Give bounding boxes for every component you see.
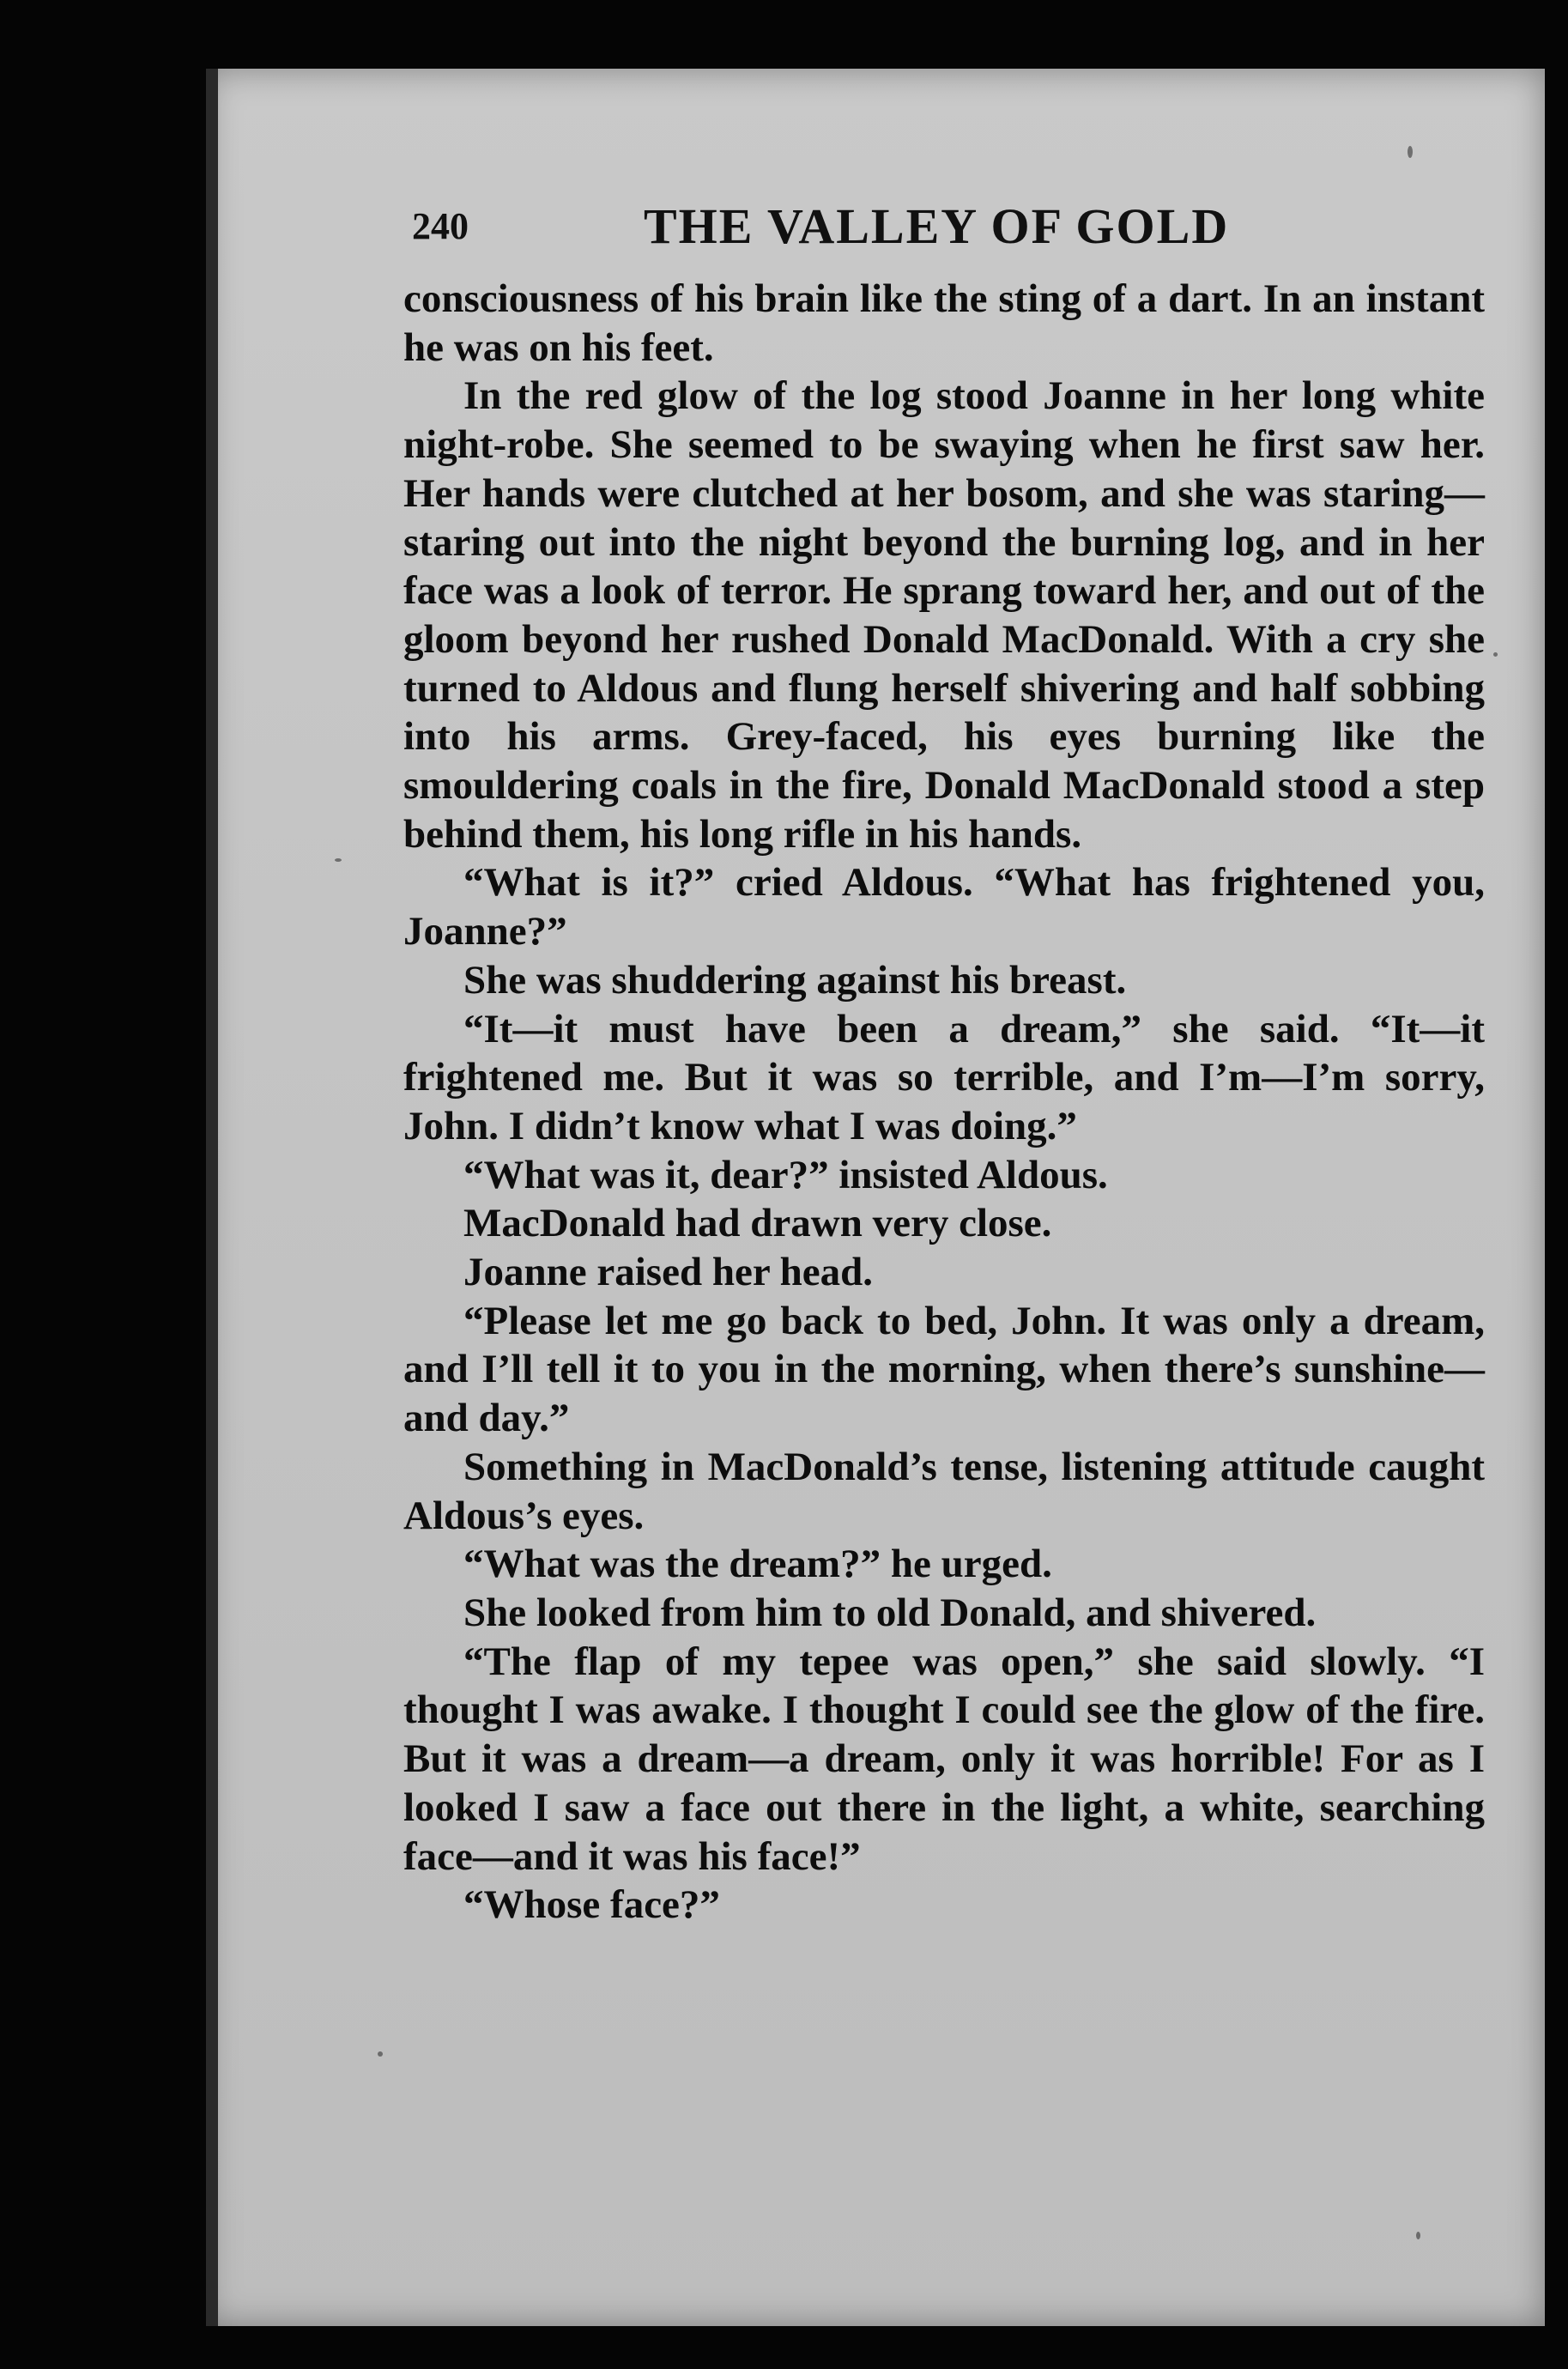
scan-speck <box>335 858 342 862</box>
scan-speck <box>1408 146 1413 158</box>
paragraph: “Whose face?” <box>463 1882 720 1928</box>
paragraph: MacDonald had drawn very close. <box>463 1201 1052 1246</box>
paragraph: “It—it must have been a dream,” she said. “It—it frightened me. But it was so terrible, and I’m—I’m sorry, John. I didn’t know what I was doing.” <box>403 1006 1485 1148</box>
paragraph: “Please let me go back to bed, John. It was only a dream, and I’ll tell it to you in the morning, when there’s sunshine—and day.” <box>403 1298 1485 1441</box>
paragraph: consciousness of his brain like the sting of a dart. In an instant he was on his feet. <box>403 276 1485 370</box>
paragraph: Something in MacDonald’s tense, listening attitude caught Aldous’s eyes. <box>403 1444 1485 1538</box>
page-header <box>412 197 1356 266</box>
paragraph: In the red glow of the log stood Joanne in her long white night-robe. She seemed to be swaying when he first saw her. Her hands were clutched at her bosom, and she was staring—staring out into the night beyond the burning log, and in her face was a look of terror. He sprang toward her, and out of the gloom beyond her rushed Donald MacDonald. With a cry she turned to Aldous and flung herself shivering and half sobbing into his arms. Grey-faced, his eyes burning like the smouldering coals in the fire, Donald MacDonald stood a step behind them, his long rifle in his hands. <box>403 373 1485 857</box>
paragraph: “What is it?” cried Aldous. “What has frightened you, Joanne?” <box>403 860 1485 954</box>
paragraph: “The flap of my tepee was open,” she said slowly. “I thought I was awake. I thought I could see the glow of the fire. But it was a dream—a dream, only it was horrible! For as I looked I saw a face out there in the light, a white, searching face—and it was his face!” <box>403 1639 1485 1879</box>
page-body <box>403 275 1485 1930</box>
paragraph: “What was it, dear?” insisted Aldous. <box>463 1152 1108 1197</box>
page-number: 240 <box>412 205 469 247</box>
scan-speck <box>378 2051 383 2057</box>
paragraph: She looked from him to old Donald, and shivered. <box>463 1590 1317 1635</box>
paragraph: She was shuddering against his breast. <box>463 957 1127 1003</box>
paragraph: Joanne raised her head. <box>463 1250 873 1295</box>
scan-speck <box>1493 652 1498 657</box>
scan-speck <box>1416 2232 1420 2239</box>
paragraph: “What was the dream?” he urged. <box>463 1542 1052 1587</box>
page-binding-edge <box>206 69 218 2326</box>
running-title: THE VALLEY OF GOLD <box>644 198 1230 254</box>
